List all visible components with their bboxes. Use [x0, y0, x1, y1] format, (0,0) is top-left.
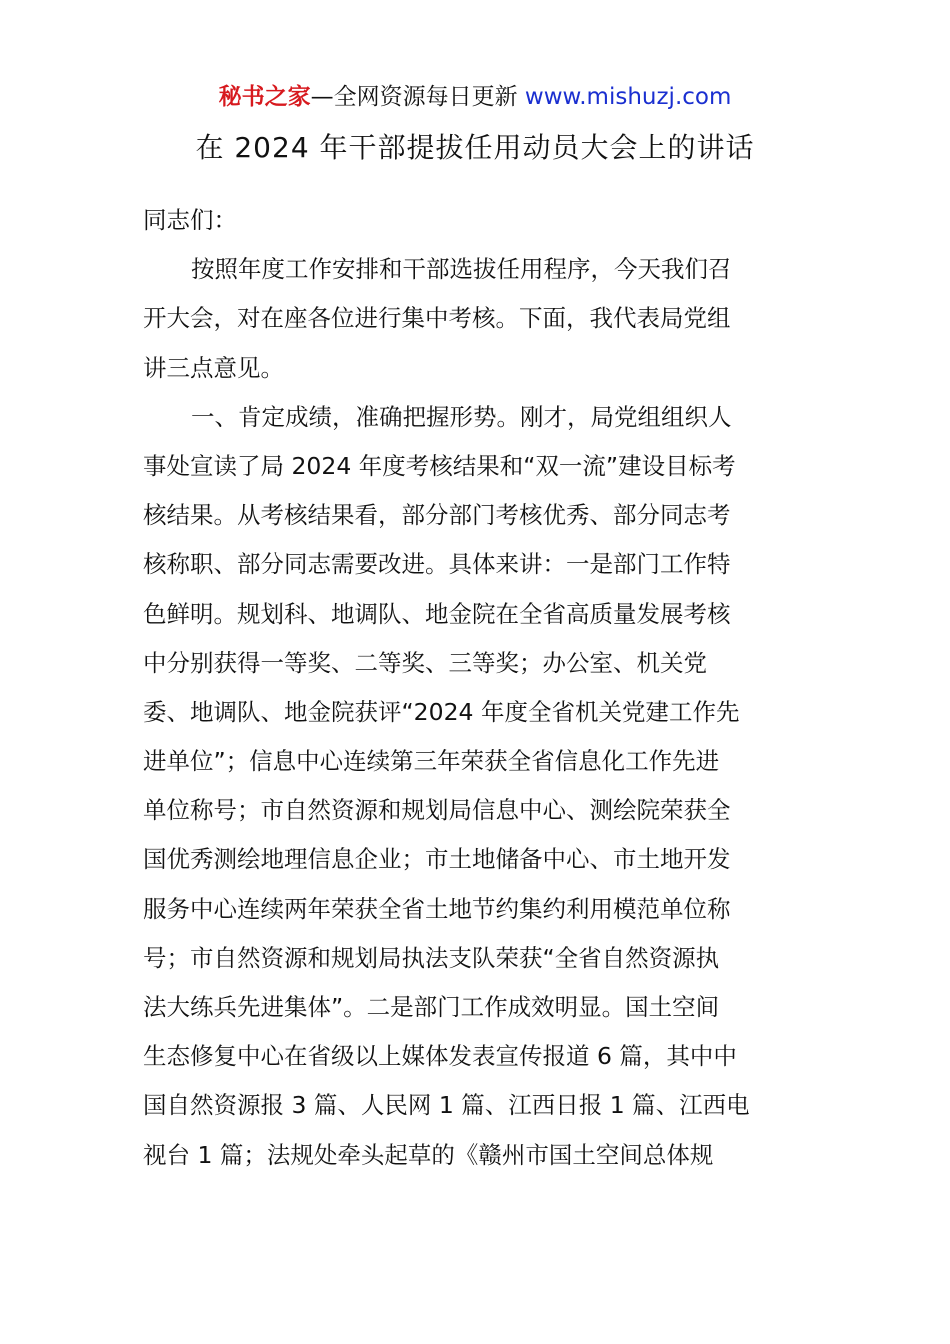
paragraph-line: 委、地调队、地金院获评“2024 年度全省机关党建工作先	[143, 697, 740, 726]
paragraph-line: 中分别获得一等奖、二等奖、三等奖；办公室、机关党	[143, 648, 707, 677]
paragraph-line: 视台 1 篇；法规处牵头起草的《赣州市国土空间总体规	[143, 1140, 714, 1169]
document-body	[143, 196, 813, 1180]
paragraph-line: 进单位”；信息中心连续第三年荣获全省信息化工作先进	[143, 747, 720, 776]
site-tagline: —全网资源每日更新	[310, 84, 525, 110]
paragraph-line: 一、肯定成绩，准确把握形势。刚才，局党组组织人	[191, 402, 732, 431]
document-title: 在 2024 年干部提拔任用动员大会上的讲话	[195, 131, 755, 164]
site-header	[0, 80, 950, 114]
paragraph-line: 色鲜明。规划科、地调队、地金院在全省高质量发展考核	[143, 599, 731, 628]
paragraph-line: 核结果。从考核结果看，部分部门考核优秀、部分同志考	[143, 501, 731, 530]
salutation: 同志们：	[143, 206, 237, 234]
paragraph-line: 号；市自然资源和规划局执法支队荣获“全省自然资源执	[143, 943, 720, 972]
paragraph-line: 服务中心连续两年荣获全省土地节约集约利用模范单位称	[143, 894, 731, 923]
paragraph-line: 讲三点意见。	[143, 353, 284, 382]
paragraph-line: 法大练兵先进集体”。二是部门工作成效明显。国土空间	[143, 993, 720, 1021]
site-brand: 秘书之家	[218, 84, 311, 110]
paragraph-line: 核称职、部分同志需要改进。具体来讲：一是部门工作特	[143, 550, 731, 579]
paragraph-line: 单位称号；市自然资源和规划局信息中心、测绘院荣获全	[143, 796, 731, 825]
paragraph-line: 生态修复中心在省级以上媒体发表宣传报道 6 篇，其中中	[143, 1042, 737, 1071]
paragraph-line: 事处宣读了局 2024 年度考核结果和“双一流”建设目标考	[143, 451, 736, 480]
paragraph-line: 开大会，对在座各位进行集中考核。下面，我代表局党组	[143, 304, 731, 333]
site-url-link[interactable]: www.mishuzj.com	[524, 84, 732, 110]
paragraph-line: 按照年度工作安排和干部选拔任用程序，今天我们召	[191, 255, 732, 284]
paragraph-line: 国自然资源报 3 篇、人民网 1 篇、江西日报 1 篇、江西电	[143, 1091, 750, 1120]
paragraph-line: 国优秀测绘地理信息企业；市土地储备中心、市土地开发	[143, 845, 731, 874]
